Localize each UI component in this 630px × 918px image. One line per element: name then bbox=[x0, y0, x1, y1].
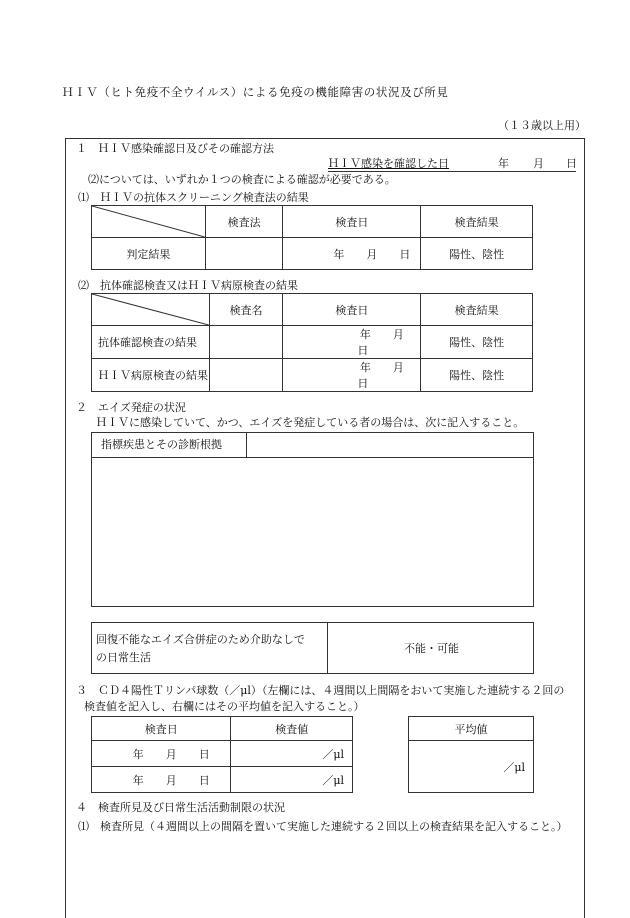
test-name-input[interactable] bbox=[209, 326, 283, 359]
subsection1-1-heading: ⑴ ＨＩＶの抗体スクリーニング検査法の結果 bbox=[78, 191, 309, 204]
adl-label-line2: の日常生活 bbox=[96, 651, 151, 664]
header-average: 平均値 bbox=[409, 717, 534, 741]
section2-note: ＨＩＶに感染していて、かつ、エイズを発症している者の場合は、次に記入すること。 bbox=[96, 416, 525, 429]
cd4-values-table bbox=[91, 716, 353, 793]
value-cell[interactable]: ／μl bbox=[231, 767, 353, 793]
date-cell[interactable]: 年 月 日 bbox=[92, 741, 231, 767]
page-title: ＨＩＶ（ヒト免疫不全ウイルス）による免疫の機能障害の状況及び所見 bbox=[62, 85, 449, 99]
confirm-date-label: ＨＩＶ感染を確認した日 bbox=[328, 157, 449, 170]
header-method: 検査法 bbox=[205, 206, 283, 238]
average-cell[interactable]: ／μl bbox=[409, 741, 534, 793]
header-result: 検査結果 bbox=[421, 206, 533, 238]
screening-table bbox=[91, 205, 533, 270]
disease-box[interactable] bbox=[91, 432, 534, 607]
header-date: 検査日 bbox=[283, 294, 421, 326]
adl-divider bbox=[327, 622, 328, 674]
section3-heading: ３ ＣＤ４陽性Ｔリンパ球数（／μl）（左欄には、４週間以上間隔をおいて実施した連続する２回の bbox=[76, 684, 565, 697]
disease-divider bbox=[91, 457, 534, 458]
section4-heading: ４ 検査所見及び日常生活活動制限の状況 bbox=[76, 801, 285, 814]
test-name-input[interactable] bbox=[209, 359, 283, 392]
header-test-name: 検査名 bbox=[209, 294, 283, 326]
section1-note: ⑵については、いずれか１つの検査による確認が必要である。 bbox=[88, 173, 396, 186]
section1-heading: １ ＨＩＶ感染確認日及びその確認方法 bbox=[76, 142, 274, 155]
disease-label: 指標疾患とその診断根拠 bbox=[101, 438, 222, 451]
date-cell[interactable]: 年 月日 bbox=[283, 359, 421, 392]
value-cell[interactable]: ／μl bbox=[231, 741, 353, 767]
date-cell[interactable]: 年 月 日 bbox=[283, 238, 421, 270]
header-date: 検査日 bbox=[283, 206, 421, 238]
date-cell[interactable]: 年 月日 bbox=[283, 326, 421, 359]
cd4-average-table bbox=[408, 716, 534, 793]
confirm-year[interactable]: 年 bbox=[498, 157, 509, 170]
row-label-judgement: 判定結果 bbox=[92, 238, 206, 270]
result-cell[interactable]: 陽性、陰性 bbox=[421, 326, 533, 359]
row-label-antibody: 抗体確認検査の結果 bbox=[92, 326, 210, 359]
confirm-day[interactable]: 日 bbox=[566, 157, 577, 170]
method-input[interactable] bbox=[205, 238, 283, 270]
diagonal-cell bbox=[92, 294, 210, 326]
confirm-month[interactable]: 月 bbox=[533, 157, 544, 170]
result-cell[interactable]: 陽性、陰性 bbox=[421, 359, 533, 392]
result-cell[interactable]: 陽性、陰性 bbox=[421, 238, 533, 270]
subsection1-2-heading: ⑵ 抗体確認検査又はＨＩＶ病原検査の結果 bbox=[78, 279, 298, 292]
date-cell[interactable]: 年 月 日 bbox=[92, 767, 231, 793]
adl-label-line1: 回復不能なエイズ合併症のため介助なしで bbox=[96, 633, 305, 646]
row-label-pathogen: ＨＩＶ病原検査の結果 bbox=[92, 359, 210, 392]
section2-heading: ２ エイズ発症の状況 bbox=[76, 401, 186, 414]
header-test-value: 検査値 bbox=[231, 717, 353, 741]
diagonal-cell bbox=[92, 206, 206, 238]
header-result: 検査結果 bbox=[421, 294, 533, 326]
section3-heading-cont: 検査値を記入し、右欄にはその平均値を記入すること。） bbox=[84, 700, 365, 713]
header-test-date: 検査日 bbox=[92, 717, 231, 741]
adl-box bbox=[91, 622, 534, 674]
page-subtitle: （１３歳以上用） bbox=[498, 119, 586, 132]
confirmation-table bbox=[91, 293, 533, 392]
confirm-date-underline bbox=[328, 171, 576, 172]
subsection4-1-heading: ⑴ 検査所見（４週間以上の間隔を置いて実施した連続する２回以上の検査結果を記入すること。） bbox=[78, 820, 568, 833]
adl-value[interactable]: 不能・可能 bbox=[404, 642, 459, 655]
